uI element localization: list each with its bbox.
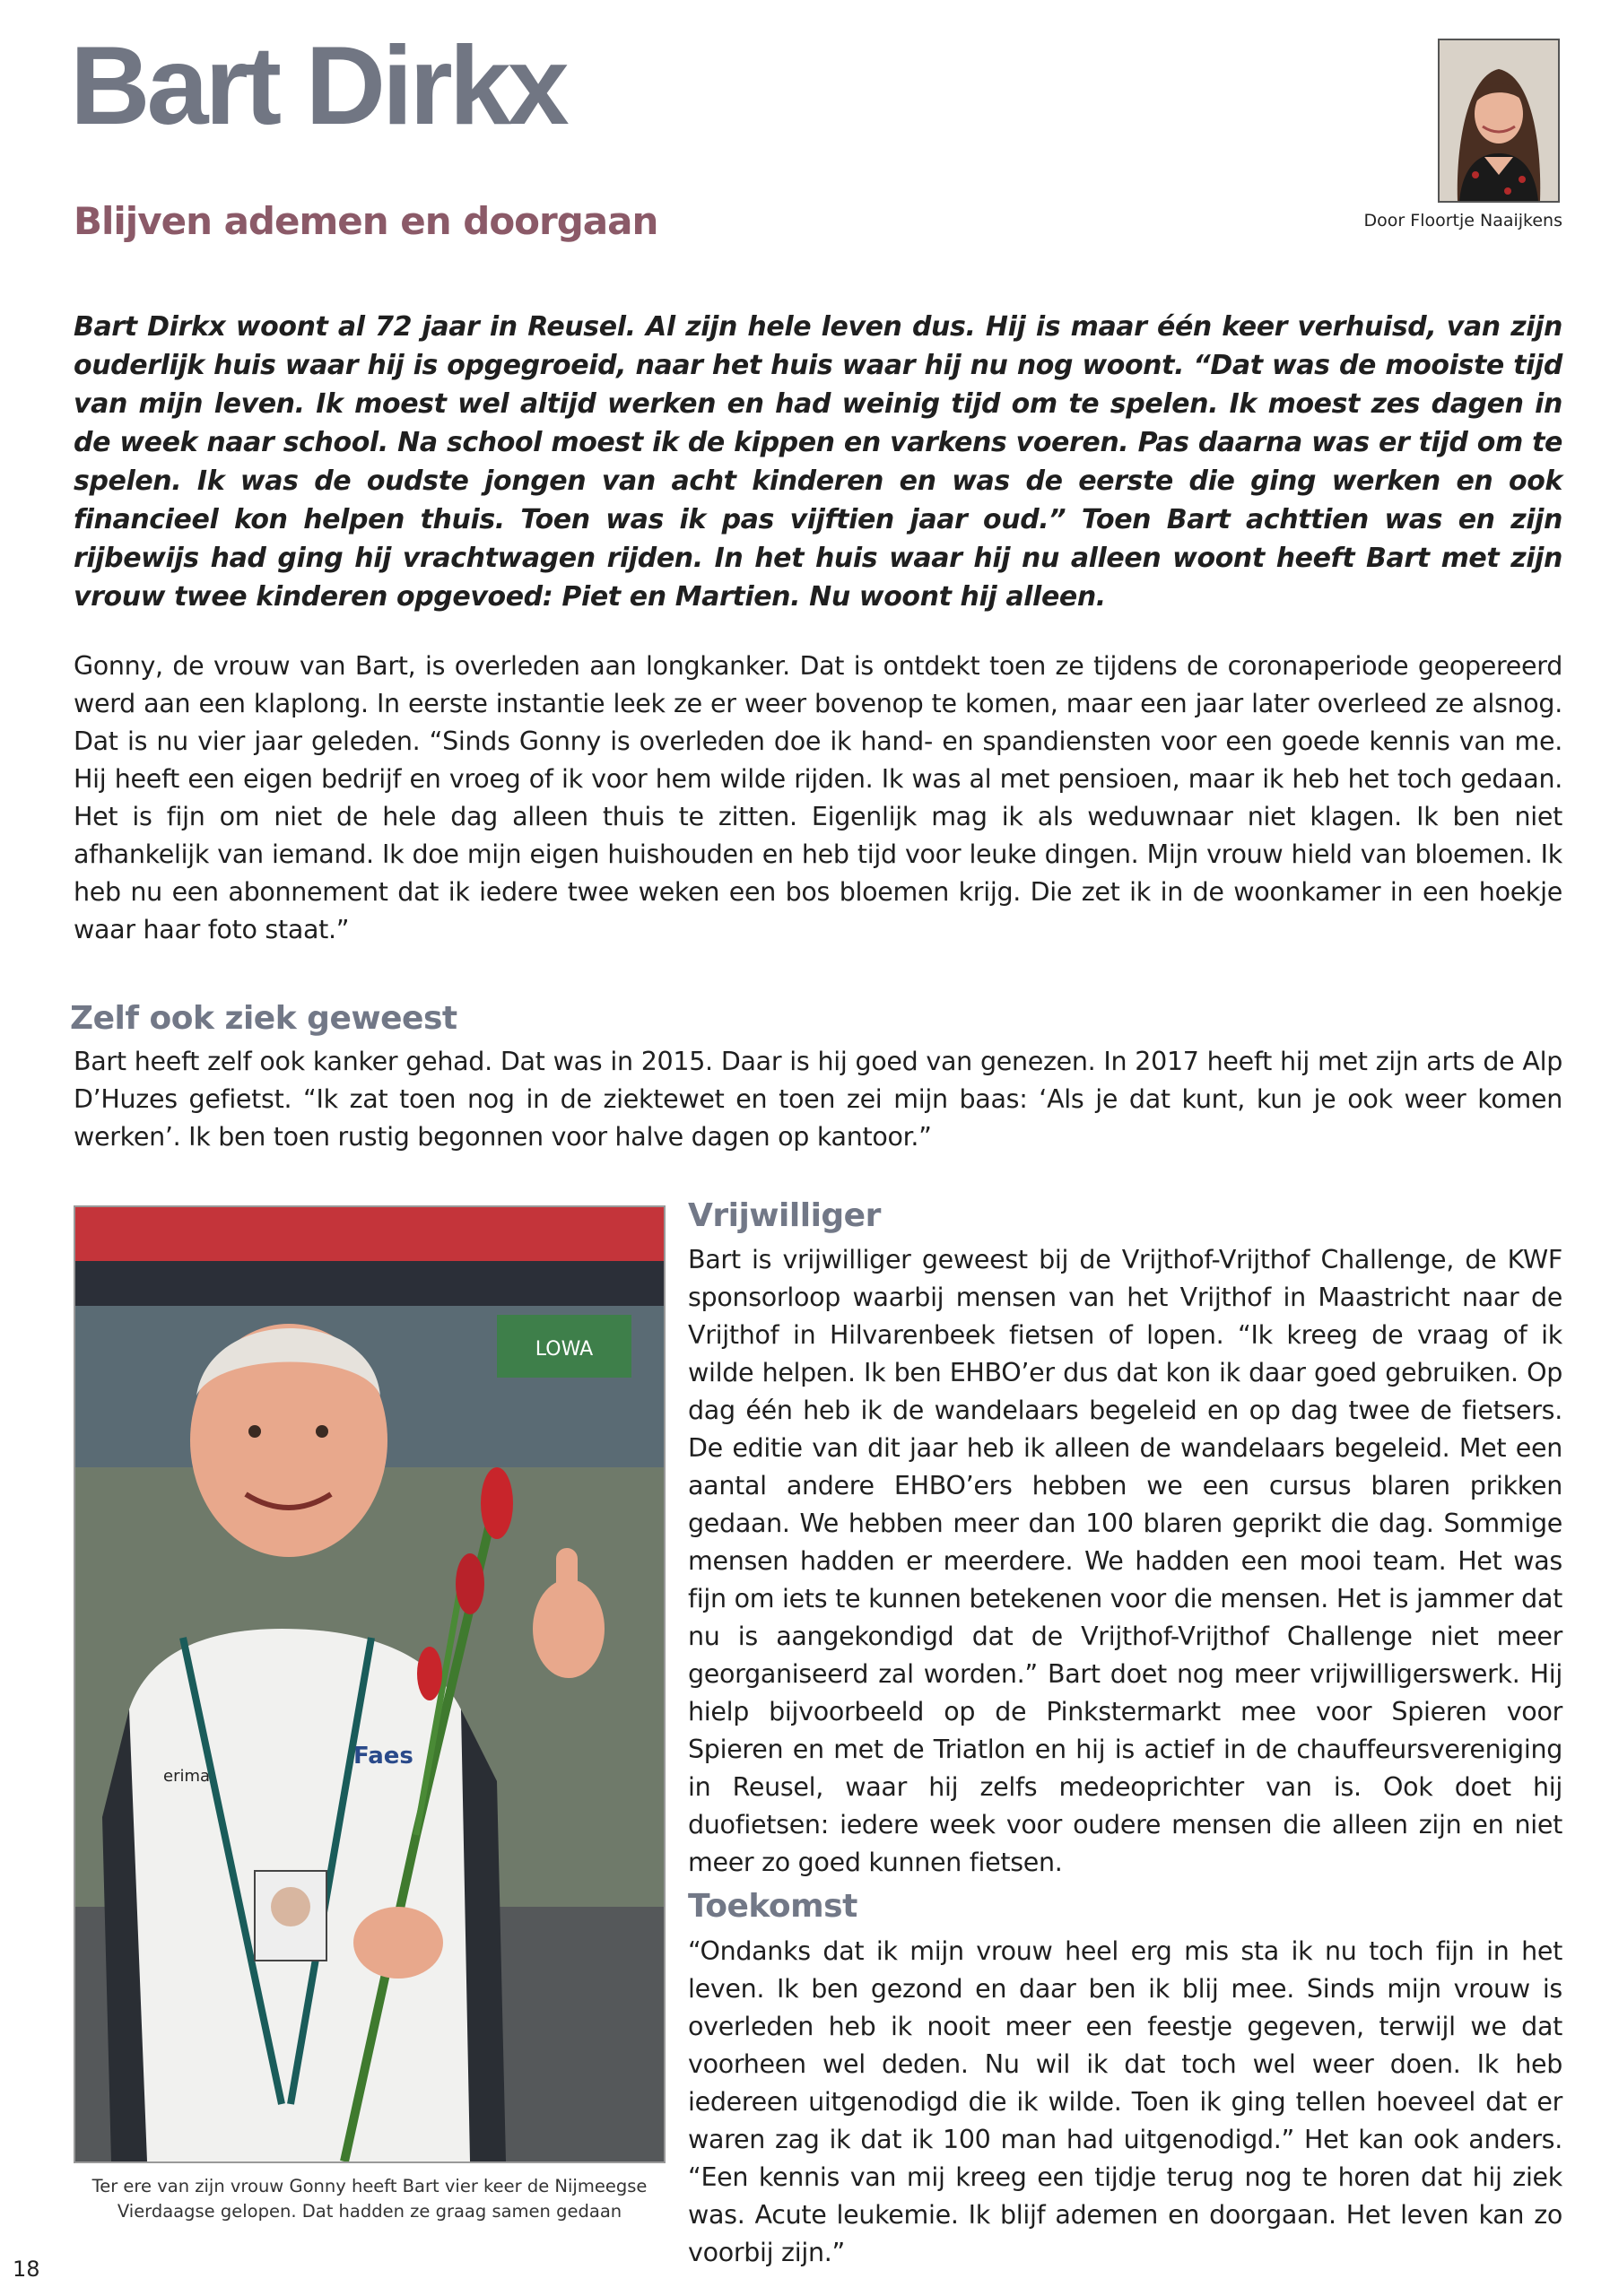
banner-text: LOWA [535, 1338, 594, 1361]
author-photo [1438, 39, 1560, 203]
photo-caption: Ter ere van zijn vrouw Gonny heeft Bart vier keer de Nijmeegse Vierdaagse gelopen. Dat hadden ze graag samen gedaan [91, 2176, 648, 2222]
shirt-logo-text: erima [163, 1767, 211, 1786]
body-paragraph-1: Gonny, de vrouw van Bart, is overleden aan longkanker. Dat is ontdekt toen ze tijdens de coronaperiode geopereerd werd aan een klaplong. In eerste instantie leek ze er weer bovenop te komen, maar een jaar later overleed ze alsnog. Dat is nu vier jaar geleden. “Sinds Gonny is overleden doe ik hand- en spandiensten voor een goede kennis van me. Hij heeft een eigen bedrijf en vroeg of ik voor hem wilde rijden. Ik was al met pensioen, maar ik heb het toch gedaan. Het is fijn om niet de hele dag alleen thuis te zitten. Eigenlijk mag ik als weduwnaar niet klagen. Ik ben niet afhankelijk van iemand. Ik doe mijn eigen huishouden en heb tijd voor leuke dingen. Mijn vrouw hield van bloemen. Ik heb nu een abonnement dat ik iedere twee weken een bos bloemen krijg. Die zet ik in de woonkamer in een hoekje waar haar foto staat.” [74, 651, 1562, 944]
author-caption: Door Floortje Naaijkens [1363, 211, 1562, 230]
section-heading-vrijwilliger: Vrijwilliger [688, 1197, 881, 1234]
article-title: Bart Dirkx [70, 24, 566, 148]
body-paragraph-4: “Ondanks dat ik mijn vrouw heel erg mis sta ik nu toch fijn in het leven. Ik ben gezond en daar ben ik blij mee. Sinds mijn vrouw is overleden heb ik nooit meer een feestje gegeven, terwijl we dat voorheen wel deden. Nu wil ik dat toch wel weer doen. Ik heb iedereen uitgenodigd die ik wilde. Toen ik ging tellen hoeveel dat er waren zag ik dat ik 100 man had uitgenodigd.” Het kan ook anders. “Een kennis van mij kreeg een tijdje terug nog te horen dat hij ziek was. Acute leukemie. Ik blijf ademen en doorgaan. Het leven kan zo voorbij zijn.” [688, 1936, 1562, 2267]
article-subtitle: Blijven ademen en doorgaan [74, 199, 658, 243]
section-heading-zelf: Zelf ook ziek geweest [70, 1000, 457, 1037]
intro-paragraph: Bart Dirkx woont al 72 jaar in Reusel. Al zijn hele leven dus. Hij is maar één keer verhuisd, van zijn ouderlijk huis waar hij is opgegroeid, naar het huis waar hij nu nog woont. “Dat was de mooiste tijd van mijn leven. Ik moest wel altijd werken en had weinig tijd om te spelen. Ik moest zes dagen in de week naar school. Na school moest ik de kippen en varkens voeren. Pas daarna was er tijd om te spelen. Ik was de oudste jongen van acht kinderen en was de eerste die ging werken en ook financieel kon helpen thuis. Toen was ik pas vijftien jaar oud.” Toen Bart achttien was en zijn rijbewijs had ging hij vrachtwagen rijden. In het huis waar hij nu alleen woont heeft Bart met zijn vrouw twee kinderen opgevoed: Piet en Martien. Nu woont hij alleen. [74, 311, 1562, 613]
shirt-brand-text: Faes [353, 1743, 413, 1770]
main-photo [74, 1205, 666, 2163]
body-paragraph-2: Bart heeft zelf ook kanker gehad. Dat was in 2015. Daar is hij goed van genezen. In 2017 heeft hij met zijn arts de Alp D’Huzes gefietst. “Ik zat toen nog in de ziektewet en toen zei mijn baas: ‘Als je dat kunt, kun je ook weer komen werken’. Ik ben toen rustig begonnen voor halve dagen op kantoor.” [74, 1047, 1562, 1152]
page-number: 18 [13, 2257, 40, 2282]
author-portrait-image [1440, 40, 1558, 201]
bart-photo-image [75, 1207, 664, 2161]
section-heading-toekomst: Toekomst [688, 1888, 857, 1925]
body-paragraph-3: Bart is vrijwilliger geweest bij de Vrijthof-Vrijthof Challenge, de KWF sponsorloop waarbij mensen van het Vrijthof in Maastricht naar de Vrijthof in Hilvarenbeek fietsen of lopen. “Ik kreeg de vraag of ik wilde helpen. Ik ben EHBO’er dus dat kon ik daar goed gebruiken. Op dag één heb ik de wandelaars begeleid en op dag twee de fietsers. De editie van dit jaar heb ik alleen de wandelaars begeleid. Met een aantal andere EHBO’ers hebben we een cursus blaren prikken gedaan. We hebben meer dan 100 blaren geprikt die dag. Sommige mensen hadden er meerdere. We hadden een mooi team. Het was fijn om iets te kunnen betekenen voor die mensen. Het is jammer dat nu is aangekondigd dat de Vrijthof-Vrijthof Challenge niet meer georganiseerd zal worden.” Bart doet nog meer vrijwilligerswerk. Hij hielp bijvoorbeeld op de Pinkstermarkt mee voor Spieren voor Spieren en met de Triatlon en hij is actief in de chauffeursvereniging in Reusel, waar hij zelfs medeoprichter van is. Ook doet hij duofietsen: iedere week voor oudere mensen die alleen zijn en niet meer zo goed kunnen fietsen. [688, 1245, 1562, 1877]
